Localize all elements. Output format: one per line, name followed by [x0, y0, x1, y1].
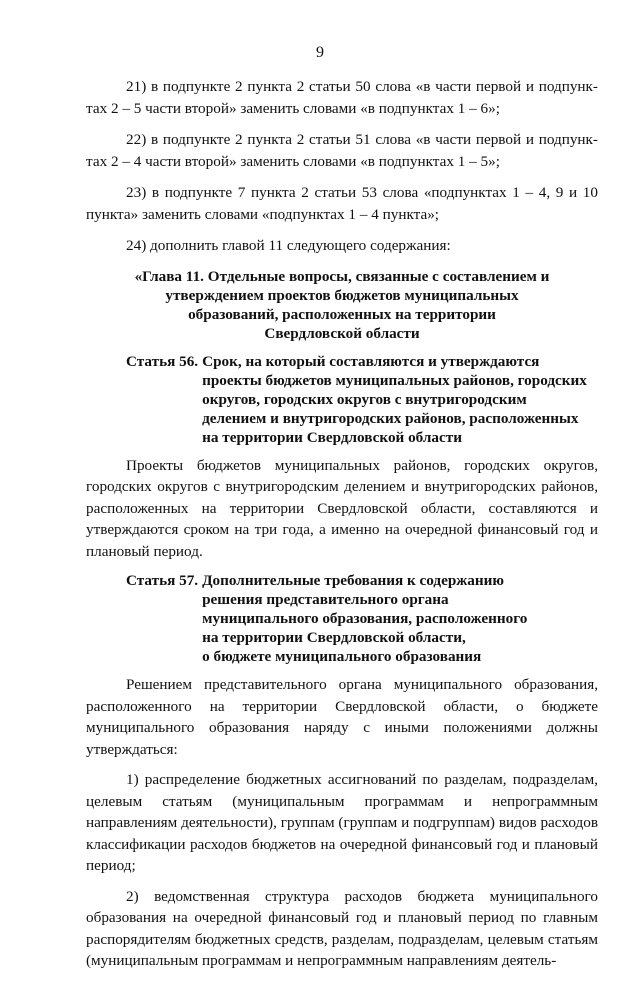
article-number: Статья 57.: [126, 572, 199, 589]
article-57-paragraph: 1) распределение бюджетных ассигнований по разделам, подразделам, целевым статьям (муниципальным программам и непрограммным направлениям деятельности), группам (группам и подгруппам) видов расходов классификации расходов бюджетов на очередной финансовый год и плановый период;: [86, 771, 598, 874]
list-item: 22) в подпункте 2 пункта 2 статьи 51 слова «в части первой и подпунк- тах 2 – 4 части второй» заменить словами «в подпунктах 1 – 5»;: [86, 131, 598, 170]
article-title: Срок, на который составляются и утверждаются проекты бюджетов муниципальных районов, городских округов, городских округов с внутригородским делением и внутригородских районов, расположенных на территории Свердловской области: [202, 352, 587, 446]
article-number: Статья 56.: [126, 352, 199, 370]
article-56-heading: [126, 352, 598, 447]
list-item: 21) в подпункте 2 пункта 2 статьи 50 слова «в части первой и подпунк- тах 2 – 5 части второй» заменить словами «в подпунктах 1 – 6»;: [86, 78, 598, 117]
article-title: Дополнительные требования к содержанию решения представительного органа муниципального образования, расположенного на территории Свердловской области, о бюджете муниципального образования: [202, 572, 528, 665]
article-57-paragraph: Решением представительного органа муниципального образования, расположенного на территории Свердловской области, о бюджете муниципального образования наряду с иными положениями должны утверждаться:: [86, 676, 598, 758]
article-56-paragraph: Проекты бюджетов муниципальных районов, городских округов, городских округов с внутригородским делением и внутригородских районов, расположенных на территории Свердловской области, составляются и утверждаются сроком на три года, а именно на очередной финансовый год и плановый период.: [86, 456, 598, 560]
document-body: [86, 76, 598, 981]
article-57-paragraph: 2) ведомственная структура расходов бюджета муниципального образования на очередной финансовый год и плановый период по главным распорядителям бюджетных средств, разделам, подразделам, целевым статьям (муниципальным программам и непрограммным направлениям деятель-: [86, 887, 598, 969]
list-item: 24) дополнить главой 11 следующего содержания:: [126, 237, 451, 254]
chapter-heading: «Глава 11. Отдельные вопросы, связанные с составлением и утверждением проектов бюджетов муниципальных образований, расположенных на территории Свердловской области: [134, 267, 550, 342]
list-item: 23) в подпункте 7 пункта 2 статьи 53 слова «подпунктах 1 – 4, 9 и 10 пункта» заменить словами «подпунктах 1 – 4 пункта»;: [86, 184, 598, 223]
page-number: 9: [316, 44, 324, 61]
article-57-heading: [126, 571, 598, 666]
